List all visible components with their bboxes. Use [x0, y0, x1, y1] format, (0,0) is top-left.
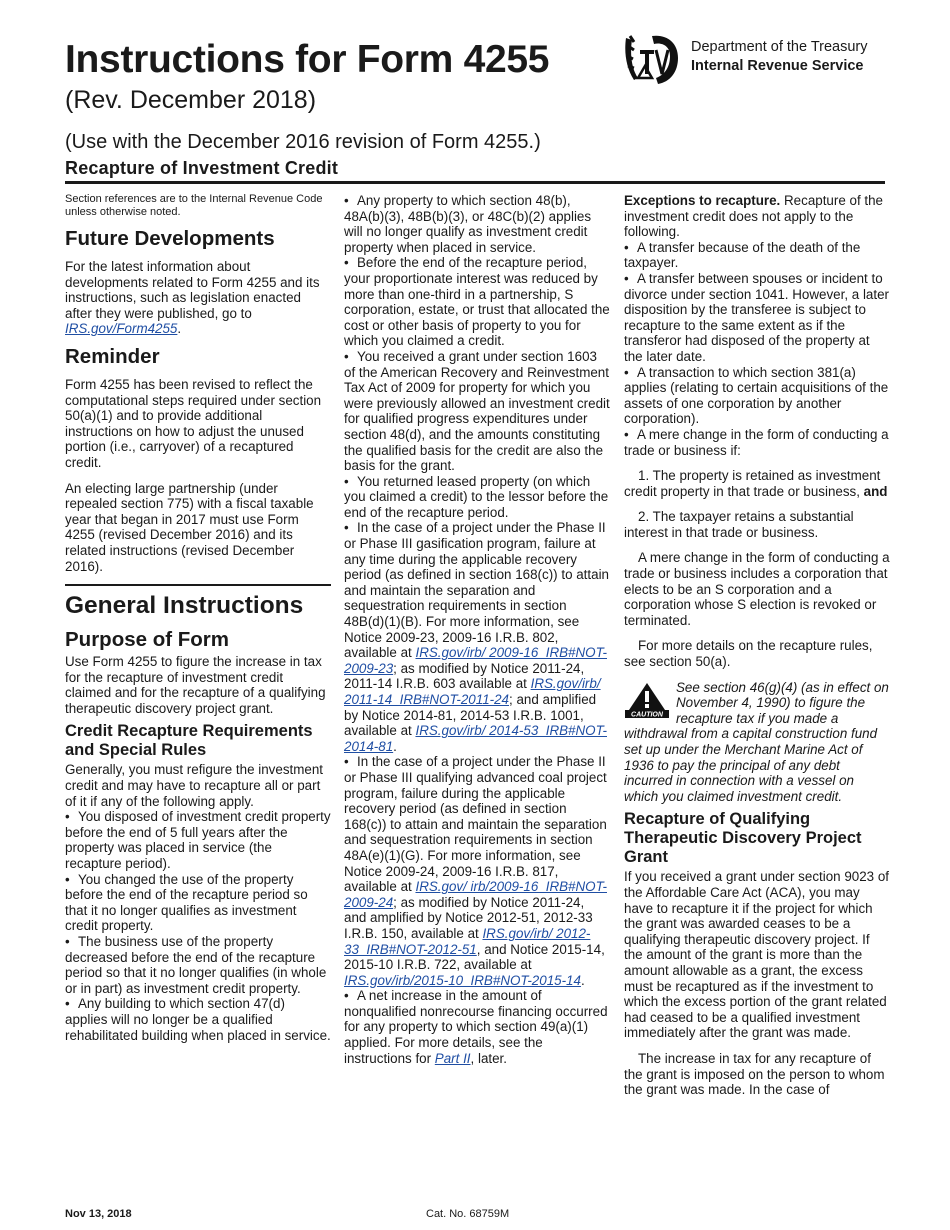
text: , and Notice 2015-14, 2015-10 I.R.B. 722, available at	[344, 941, 605, 973]
link[interactable]: IRS.gov/irb/ 2009-16_IRB#NOT-2009-23	[344, 645, 607, 676]
text: ; and amplified by Notice 2014-81, 2014-53 I.R.B. 1001, available at	[344, 692, 597, 739]
bullet-item	[65, 872, 331, 934]
bullet-item	[624, 427, 890, 458]
bullet-item	[344, 988, 610, 1066]
paragraph	[624, 468, 890, 499]
bullet-item	[344, 474, 610, 521]
text: A mere change in the form of conducting a trade or business if:	[624, 426, 889, 458]
text: The business use of the property decreased before the end of the recapture period so that it no longer qualifies (in whole or in part) as investment credit property.	[65, 934, 327, 996]
document-title: Instructions for Form 4255	[65, 38, 550, 81]
text: A transaction to which section 381(a) applies (relating to certain acquisitions of the assets of one corporation by another corporation).	[624, 364, 889, 427]
text: The increase in tax for any recapture of the grant is imposed on the person to whom the grant was made. In the case of	[624, 1050, 885, 1098]
text: Form 4255 has been revised to reflect the computational steps required under section 50(a)(1) and to provide additional instructions on how to adjust the unused portion (i.e., carryover) of a recaptured credit.	[65, 376, 322, 470]
text: Any property to which section 48(b), 48A(b)(3), 48B(b)(3), or 48C(b)(2) applies will no longer qualify as investment credit property when placed in service.	[344, 193, 592, 255]
text: Any building to which section 47(d) applies will no longer be a qualified rehabilitated building when placed in service.	[65, 996, 331, 1043]
irs-eagle-logo-icon	[622, 32, 682, 86]
text: Recapture of Qualifying Therapeutic Discovery Project Grant	[624, 810, 862, 867]
bullet-item	[344, 520, 610, 754]
header-divider	[65, 181, 885, 184]
revision-date: (Rev. December 2018)	[65, 86, 317, 114]
caution-icon	[624, 682, 670, 718]
text: Generally, you must refigure the investment credit and may have to recapture all or part of it if any of the following apply.	[65, 762, 324, 809]
text: A mere change in the form of conducting a trade or business includes a corporation that elects to be an S corporation and a corporation whose S election is revoked or terminated.	[624, 550, 890, 628]
bullet-item	[65, 934, 331, 996]
bold-text: Exceptions to recapture.	[624, 193, 781, 208]
catalog-number: Cat. No. 68759M	[426, 1208, 510, 1220]
text: Purpose of Form	[65, 628, 230, 652]
agency-name	[691, 38, 868, 76]
section-heading	[65, 345, 331, 369]
link[interactable]: IRS.gov/Form4255	[65, 321, 178, 337]
link[interactable]: IRS.gov/irb/2015-10_IRB#NOT-2015-14	[344, 972, 581, 988]
text: Section references are to the Internal Revenue Code unless otherwise noted.	[65, 193, 323, 218]
paragraph	[624, 509, 890, 540]
text: In the case of a project under the Phase II or Phase III gasification program, failure at any time during the applicable recovery period (as defined in section 168(c)) to attain and maintain the separation and sequestration requirements in section 48B(d)(1)(B). For more information, see Notice 2009-23, 2009-16 I.R.B. 802, available at	[344, 520, 609, 661]
text: ; as modified by Notice 2011-24, and amplified by Notice 2012-51, 2012-33 I.R.B. 150, available at	[344, 894, 593, 941]
paragraph	[65, 654, 331, 716]
text: If you received a grant under section 9023 of the Affordable Care Act (ACA), you may have to recapture it if the project for which the grant was awarded ceases to be a qualifying therapeutic discovery project. If the amount of the grant is more than the amount allowable as a grant, the excess must be recaptured as if the investment to which the excess portion of the grant related had ceased to be a qualified investment immediately after the grant was made.	[624, 869, 890, 1041]
text: A net increase in the amount of nonqualified nonrecourse financing occurred for any property to which section 49(a)(1) applied. For more details, see the instructions for	[344, 988, 608, 1066]
column-3	[624, 193, 890, 1098]
text: 1. The property is retained as investment credit property in that trade or business,	[624, 468, 881, 499]
text: An electing large partnership (under repealed section 775) with a fiscal taxable year that began in 2017 must use Form 4255 (revised December 2016) and its related instructions (revised December 2016).	[65, 480, 314, 574]
department-name: Department of the Treasury	[691, 39, 868, 55]
column-1	[65, 193, 331, 1043]
major-heading	[65, 584, 331, 620]
text: For more details on the recapture rules, see section 50(a).	[624, 638, 873, 670]
link[interactable]: IRS.gov/irb/ 2011-14_IRB#NOT-2011-24	[344, 676, 601, 707]
text: .	[580, 972, 585, 988]
footer-date: Nov 13, 2018	[65, 1208, 132, 1220]
paragraph	[624, 193, 890, 240]
bullet-item	[65, 809, 331, 871]
text: 2. The taxpayer retains a substantial interest in that trade or business.	[624, 509, 854, 540]
subsection-heading	[65, 722, 331, 760]
text: ; as modified by Notice 2011-24, 2011-14 I.R.B. 603 available at	[344, 660, 585, 692]
text: See section 46(g)(4) (as in effect on November 4, 1990) to figure the recapture tax if you made a withdrawal from a capital construction fund set up under the Merchant Marine Act of 1936 to pay the principal of any debt incurred in connection with a vessel on which you claimed investment credit.	[624, 679, 889, 804]
bullet-item	[344, 754, 610, 988]
bullet-item	[65, 996, 331, 1043]
text: Credit Recapture Requirements and Special Rules	[65, 722, 313, 760]
caution-note	[624, 680, 890, 805]
bullet-item	[624, 240, 890, 271]
paragraph	[624, 638, 890, 669]
svg-text:CAUTION: CAUTION	[631, 711, 663, 718]
text: You received a grant under section 1603 of the American Recovery and Reinvestment Tax Act of 2009 for property for which you were previously allowed an investment credit for qualified progress expenditures under section 48(d), and the amounts constituting the qualified basis for the credit are also the basis for the grant.	[344, 348, 610, 474]
text: General Instructions	[65, 592, 304, 620]
bold-text: and	[863, 483, 888, 499]
text: You disposed of investment credit property before the end of 5 full years after the property was placed in service (the recapture period).	[65, 809, 331, 872]
link[interactable]: Part II	[434, 1050, 471, 1066]
paragraph	[65, 762, 331, 809]
section-heading	[65, 628, 331, 652]
paragraph	[65, 481, 331, 575]
text: Reminder	[65, 344, 160, 368]
bullet-item	[344, 255, 610, 349]
text: , later.	[470, 1050, 508, 1066]
text: Future Developments	[65, 227, 275, 250]
irs-name: Internal Revenue Service	[691, 58, 864, 74]
bullet-item	[344, 349, 610, 474]
section-note	[65, 193, 331, 219]
link[interactable]: IRS.gov/ irb/2009-16_IRB#NOT-2009-24	[344, 879, 607, 910]
paragraph	[65, 377, 331, 471]
document-subject: Recapture of Investment Credit	[65, 158, 339, 178]
paragraph	[624, 550, 890, 628]
paragraph	[65, 259, 331, 337]
text: You changed the use of the property before the end of the recapture period so that it no longer qualifies as investment credit property.	[65, 871, 308, 934]
use-with-note: (Use with the December 2016 revision of Form 4255.)	[65, 131, 541, 153]
subsection-heading	[624, 810, 890, 867]
text: A transfer because of the death of the taxpayer.	[624, 239, 861, 271]
bullet-item	[344, 193, 610, 255]
text: .	[177, 321, 182, 337]
paragraph	[624, 1051, 890, 1098]
text: Before the end of the recapture period, your proportionate interest was reduced by more than one-third in a partnership, S corporation, estate, or trust that allocated the cost or other basis of property to you for which you claimed a credit.	[344, 255, 610, 349]
text: Recapture of the investment credit does not apply to the following.	[624, 193, 884, 240]
text: For the latest information about developments related to Form 4255 and its instructions, such as legislation enacted after they were published, go to	[65, 259, 320, 321]
section-heading	[65, 227, 331, 251]
text: A transfer between spouses or incident to divorce under section 1041. However, a later disposition by the transferee is subject to recapture to the same extent as if the transferor had disposed of the property at the later date.	[624, 270, 889, 364]
bullet-item	[624, 365, 890, 427]
text: You returned leased property (on which you claimed a credit) to the lessor before the end of the recapture period.	[344, 473, 609, 520]
bullet-item	[624, 271, 890, 365]
text: .	[393, 738, 397, 754]
text: Use Form 4255 to figure the increase in tax for the recapture of investment credit claimed and for the recapture of a qualifying therapeutic discovery project grant.	[65, 654, 326, 716]
column-2	[344, 193, 610, 1066]
text: In the case of a project under the Phase II or Phase III qualifying advanced coal project program, failure during the applicable recovery period (as defined in section 168(c)) to attain and maintain the separation and sequestration requirements in section 48A(e)(1)(G). For more information, see Notice 2009-24, 2009-16 I.R.B. 817, available at	[344, 754, 607, 895]
paragraph	[624, 869, 890, 1041]
link[interactable]: IRS.gov/irb/ 2014-53_IRB#NOT-2014-81	[344, 723, 607, 754]
link[interactable]: IRS.gov/irb/ 2012-33_IRB#NOT-2012-51	[344, 925, 591, 957]
